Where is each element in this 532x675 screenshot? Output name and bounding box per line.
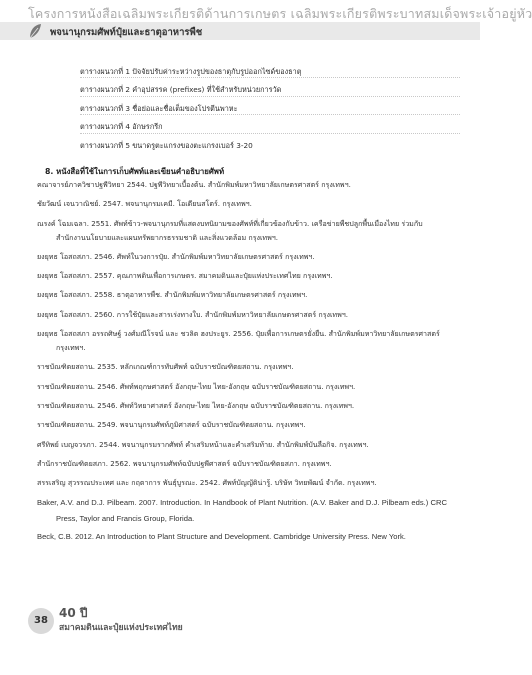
running-header-title: โครงการหนังสือเฉลิมพระเกียรติด้านการเกษตร เฉลิมพระเกียรติพระบาทสมเด็จพระเจ้าอยู่หัว [28, 6, 532, 21]
reference-list [37, 178, 447, 548]
reference-entry: ราชบัณฑิตยสถาน. 2546. ศัพท์วิทยาศาสตร์ อังกฤษ-ไทย ไทย-อังกฤษ ฉบับราชบัณฑิตยสถาน. กรุงเทพฯ. [37, 400, 355, 410]
reference-entry: ยงยุทธ โอสถสภา อรรถศิษฐ์ วงศ์มณีโรจน์ และ ชวลิต ฮงประยูร. 2556. ปุ๋ยเพื่อการเกษตรยั่งยืน. สำนักพิมพ์มหาวิทยาลัยเกษตรศาสตร์ กรุงเทพฯ. [37, 329, 440, 353]
appendix-item: ตารางผนวกที่ 1 ปัจจัยปรับค่าระหว่างรูปของธาตุกับรูปออกไซด์ของธาตุ [80, 67, 302, 76]
reference-entry: ราชบัณฑิตยสถาน. 2549. พจนานุกรมศัพท์ภูมิศาสตร์ ฉบับราชบัณฑิตยสถาน. กรุงเทพฯ. [37, 420, 306, 430]
appendix-item: ตารางผนวกที่ 3 ชื่อย่อและชื่อเต็มของโปรตีนพาหะ [80, 103, 238, 113]
reference-entry: ราชบัณฑิตยสถาน. 2546. ศัพท์พฤกษศาสตร์ อังกฤษ-ไทย ไทย-อังกฤษ ฉบับราชบัณฑิตยสถาน. กรุงเทพฯ. [37, 381, 356, 391]
appendix-list [80, 63, 460, 155]
reference-entry: ณรงค์ โฉมเฉลา. 2551. ศัพท์ข้าว-พจนานุกรมที่แสดงบทนิยามของศัพท์ที่เกี่ยวข้องกับข้าว. เครือข่ายพืชปลูกพื้นเมืองไทย ร่วมกับสำนักงานนโยบายและแผนทรัพยากรธรรมชาติ และสิ่งแวดล้อม กรุงเทพฯ. [37, 218, 423, 242]
reference-entry: สรรเสริญ สุวรรณประเทศ และ กฤตาการ พันธุ์บูรณะ. 2542. ศัพท์บัญญัติน่ารู้. บริษัท วิทยพัฒน์ จำกัด. กรุงเทพฯ. [37, 478, 377, 488]
running-header-subtitle: พจนานุกรมศัพท์ปุ๋ยและธาตุอาหารพืช [50, 27, 203, 38]
leaf-icon [28, 22, 42, 40]
reference-entry: ศรีทิพย์ เบญจวรภา. 2544. พจนานุกรมรากศัพท์ คำเสริมหน้าและคำเสริมท้าย. สำนักพิมพ์บันลือกิจ. กรุงเทพฯ. [37, 439, 369, 449]
appendix-item: ตารางผนวกที่ 5 ขนาดรูตะแกรงของตะแกรงเบอร์ 3-20 [80, 140, 253, 150]
appendix-item: ตารางผนวกที่ 2 คำอุปสรรค (prefixes) ที่ใช้สำหรับหน่วยการวัด [80, 85, 282, 95]
reference-entry: Beck, C.B. 2012. An Introduction to Plant Structure and Development. Cambridge University Press. New York. [37, 532, 406, 542]
reference-entry: ยงยุทธ โอสถสภา. 2558. ธาตุอาหารพืช. สำนักพิมพ์มหาวิทยาลัยเกษตรศาสตร์ กรุงเทพฯ. [37, 290, 308, 300]
reference-entry: ราชบัณฑิตยสถาน. 2535. หลักเกณฑ์การทับศัพท์ ฉบับราชบัณฑิตยสถาน. กรุงเทพฯ. [37, 362, 294, 372]
page-number: 38 [28, 608, 54, 634]
anniversary-mark: 40 ปี [59, 606, 88, 620]
reference-entry: ยงยุทธ โอสถสภา. 2546. ศัพท์ในวงการปุ๋ย. สำนักพิมพ์มหาวิทยาลัยเกษตรศาสตร์ กรุงเทพฯ. [37, 251, 315, 261]
reference-entry: ยงยุทธ โอสถสภา. 2557. คุณภาพดินเพื่อการเกษตร. สมาคมดินและปุ๋ยแห่งประเทศไทย กรุงเทพฯ. [37, 271, 333, 281]
reference-entry: คณาจารย์ภาควิชาปฐพีวิทยา 2544. ปฐพีวิทยาเบื้องต้น. สำนักพิมพ์มหาวิทยาลัยเกษตรศาสตร์ กรุงเทพฯ. [37, 180, 351, 189]
reference-entry: ชัยวัฒน์ เจนวาณิชย์. 2547. พจนานุกรมเคมี. โอเดียนสโตร์. กรุงเทพฯ. [37, 199, 252, 209]
reference-entry: ยงยุทธ โอสถสภา. 2560. การใช้ปุ๋ยและสารเร่งทางใบ. สำนักพิมพ์มหาวิทยาลัยเกษตรศาสตร์ กรุงเทพฯ. [37, 309, 348, 319]
section-title: 8. หนังสือที่ใช้ในการเก็บศัพท์และเขียนคำอธิบายศัพท์ [45, 167, 225, 176]
appendix-item: ตารางผนวกที่ 4 อักษรกรีก [80, 122, 163, 132]
reference-entry: Baker, A.V. and D.J. Pilbeam. 2007. Introduction. In Handbook of Plant Nutrition. (A.V. Baker and D.J. Pilbeam eds.) CRC Press, Taylor and Francis Group, Florida. [37, 498, 447, 523]
society-name: สมาคมดินและปุ๋ยแห่งประเทศไทย [59, 623, 183, 633]
reference-entry: สำนักราชบัณฑิตยสภา. 2562. พจนานุกรมศัพท์ฉบับปฐพีศาสตร์ ฉบับราชบัณฑิตยสภา. กรุงเทพฯ. [37, 458, 332, 468]
